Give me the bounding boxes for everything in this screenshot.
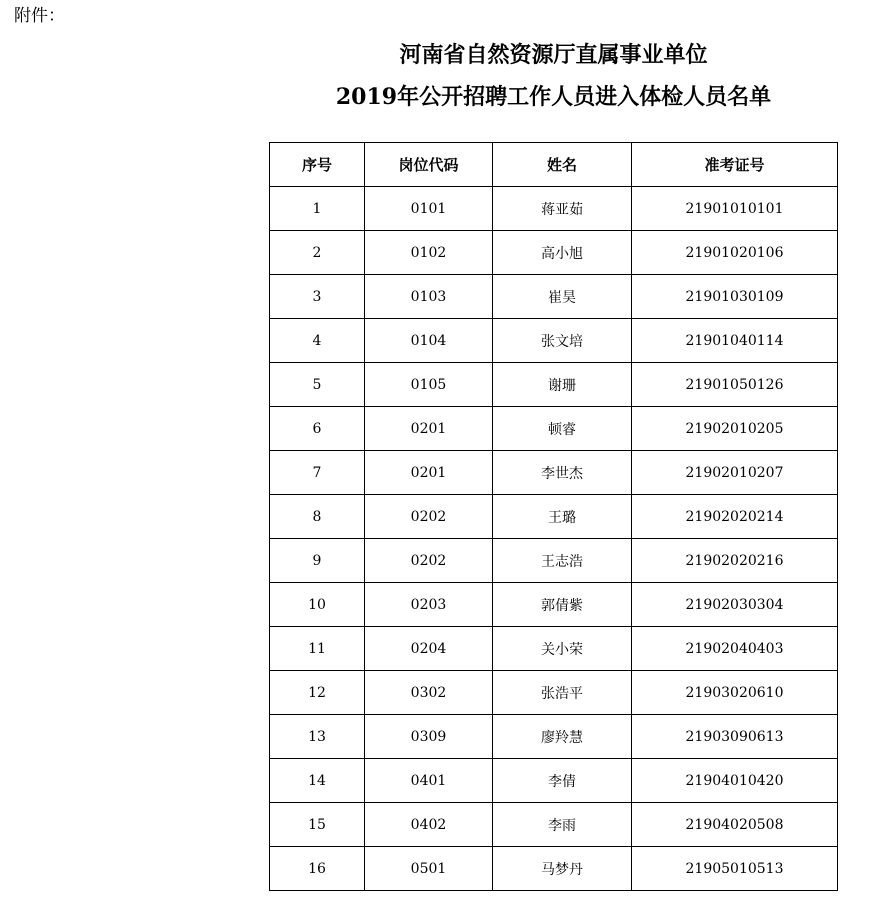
cell-name: 马梦丹	[493, 847, 632, 891]
cell-exam-ticket-number: 21902020216	[632, 539, 838, 583]
cell-position-code: 0201	[365, 451, 493, 495]
header-serial-number: 序号	[270, 143, 365, 187]
cell-position-code: 0203	[365, 583, 493, 627]
cell-exam-ticket-number: 21902020214	[632, 495, 838, 539]
cell-position-code: 0102	[365, 231, 493, 275]
cell-name: 蒋亚茹	[493, 187, 632, 231]
cell-exam-ticket-number: 21902030304	[632, 583, 838, 627]
cell-name: 张文培	[493, 319, 632, 363]
header-name: 姓名	[493, 143, 632, 187]
table-row	[270, 583, 838, 627]
cell-exam-ticket-number: 21901030109	[632, 275, 838, 319]
cell-exam-ticket-number: 21901010101	[632, 187, 838, 231]
cell-serial-number: 8	[270, 495, 365, 539]
cell-serial-number: 15	[270, 803, 365, 847]
cell-name: 王志浩	[493, 539, 632, 583]
cell-name: 廖羚慧	[493, 715, 632, 759]
cell-position-code: 0309	[365, 715, 493, 759]
cell-exam-ticket-number: 21903090613	[632, 715, 838, 759]
cell-position-code: 0105	[365, 363, 493, 407]
cell-position-code: 0302	[365, 671, 493, 715]
cell-exam-ticket-number: 21902010205	[632, 407, 838, 451]
table-row	[270, 319, 838, 363]
cell-name: 张浩平	[493, 671, 632, 715]
cell-exam-ticket-number: 21902040403	[632, 627, 838, 671]
cell-position-code: 0103	[365, 275, 493, 319]
cell-position-code: 0204	[365, 627, 493, 671]
cell-exam-ticket-number: 21905010513	[632, 847, 838, 891]
cell-name: 李雨	[493, 803, 632, 847]
candidate-table	[269, 142, 838, 891]
cell-serial-number: 13	[270, 715, 365, 759]
table-row	[270, 187, 838, 231]
table-row	[270, 715, 838, 759]
cell-name: 李倩	[493, 759, 632, 803]
header-exam-ticket-number: 准考证号	[632, 143, 838, 187]
cell-serial-number: 6	[270, 407, 365, 451]
cell-position-code: 0202	[365, 539, 493, 583]
cell-position-code: 0402	[365, 803, 493, 847]
document-title-line-2: 2019年公开招聘工作人员进入体检人员名单	[335, 84, 772, 110]
cell-serial-number: 10	[270, 583, 365, 627]
cell-name: 崔昊	[493, 275, 632, 319]
cell-position-code: 0201	[365, 407, 493, 451]
cell-name: 关小荣	[493, 627, 632, 671]
cell-name: 郭倩紫	[493, 583, 632, 627]
cell-exam-ticket-number: 21901050126	[632, 363, 838, 407]
table-row	[270, 627, 838, 671]
table-row	[270, 671, 838, 715]
attachment-label: 附件：	[14, 6, 65, 26]
table-row	[270, 407, 838, 451]
table-row	[270, 847, 838, 891]
document-title-line-1: 河南省自然资源厅直属事业单位	[399, 42, 708, 68]
cell-exam-ticket-number: 21902010207	[632, 451, 838, 495]
cell-exam-ticket-number: 21901040114	[632, 319, 838, 363]
cell-serial-number: 3	[270, 275, 365, 319]
cell-serial-number: 2	[270, 231, 365, 275]
table-row	[270, 495, 838, 539]
cell-position-code: 0104	[365, 319, 493, 363]
table-row	[270, 275, 838, 319]
cell-serial-number: 5	[270, 363, 365, 407]
cell-name: 谢珊	[493, 363, 632, 407]
cell-serial-number: 1	[270, 187, 365, 231]
cell-exam-ticket-number: 21901020106	[632, 231, 838, 275]
cell-serial-number: 14	[270, 759, 365, 803]
cell-serial-number: 11	[270, 627, 365, 671]
table-header-row	[270, 143, 838, 187]
cell-position-code: 0202	[365, 495, 493, 539]
cell-serial-number: 7	[270, 451, 365, 495]
table-row	[270, 363, 838, 407]
cell-serial-number: 4	[270, 319, 365, 363]
header-position-code: 岗位代码	[365, 143, 493, 187]
cell-exam-ticket-number: 21903020610	[632, 671, 838, 715]
table-row	[270, 231, 838, 275]
cell-position-code: 0101	[365, 187, 493, 231]
table-row	[270, 539, 838, 583]
cell-name: 高小旭	[493, 231, 632, 275]
cell-exam-ticket-number: 21904010420	[632, 759, 838, 803]
cell-serial-number: 12	[270, 671, 365, 715]
table-row	[270, 803, 838, 847]
cell-serial-number: 9	[270, 539, 365, 583]
cell-position-code: 0501	[365, 847, 493, 891]
cell-name: 李世杰	[493, 451, 632, 495]
cell-serial-number: 16	[270, 847, 365, 891]
cell-name: 顿睿	[493, 407, 632, 451]
table-row	[270, 759, 838, 803]
cell-exam-ticket-number: 21904020508	[632, 803, 838, 847]
table-row	[270, 451, 838, 495]
cell-position-code: 0401	[365, 759, 493, 803]
cell-name: 王璐	[493, 495, 632, 539]
